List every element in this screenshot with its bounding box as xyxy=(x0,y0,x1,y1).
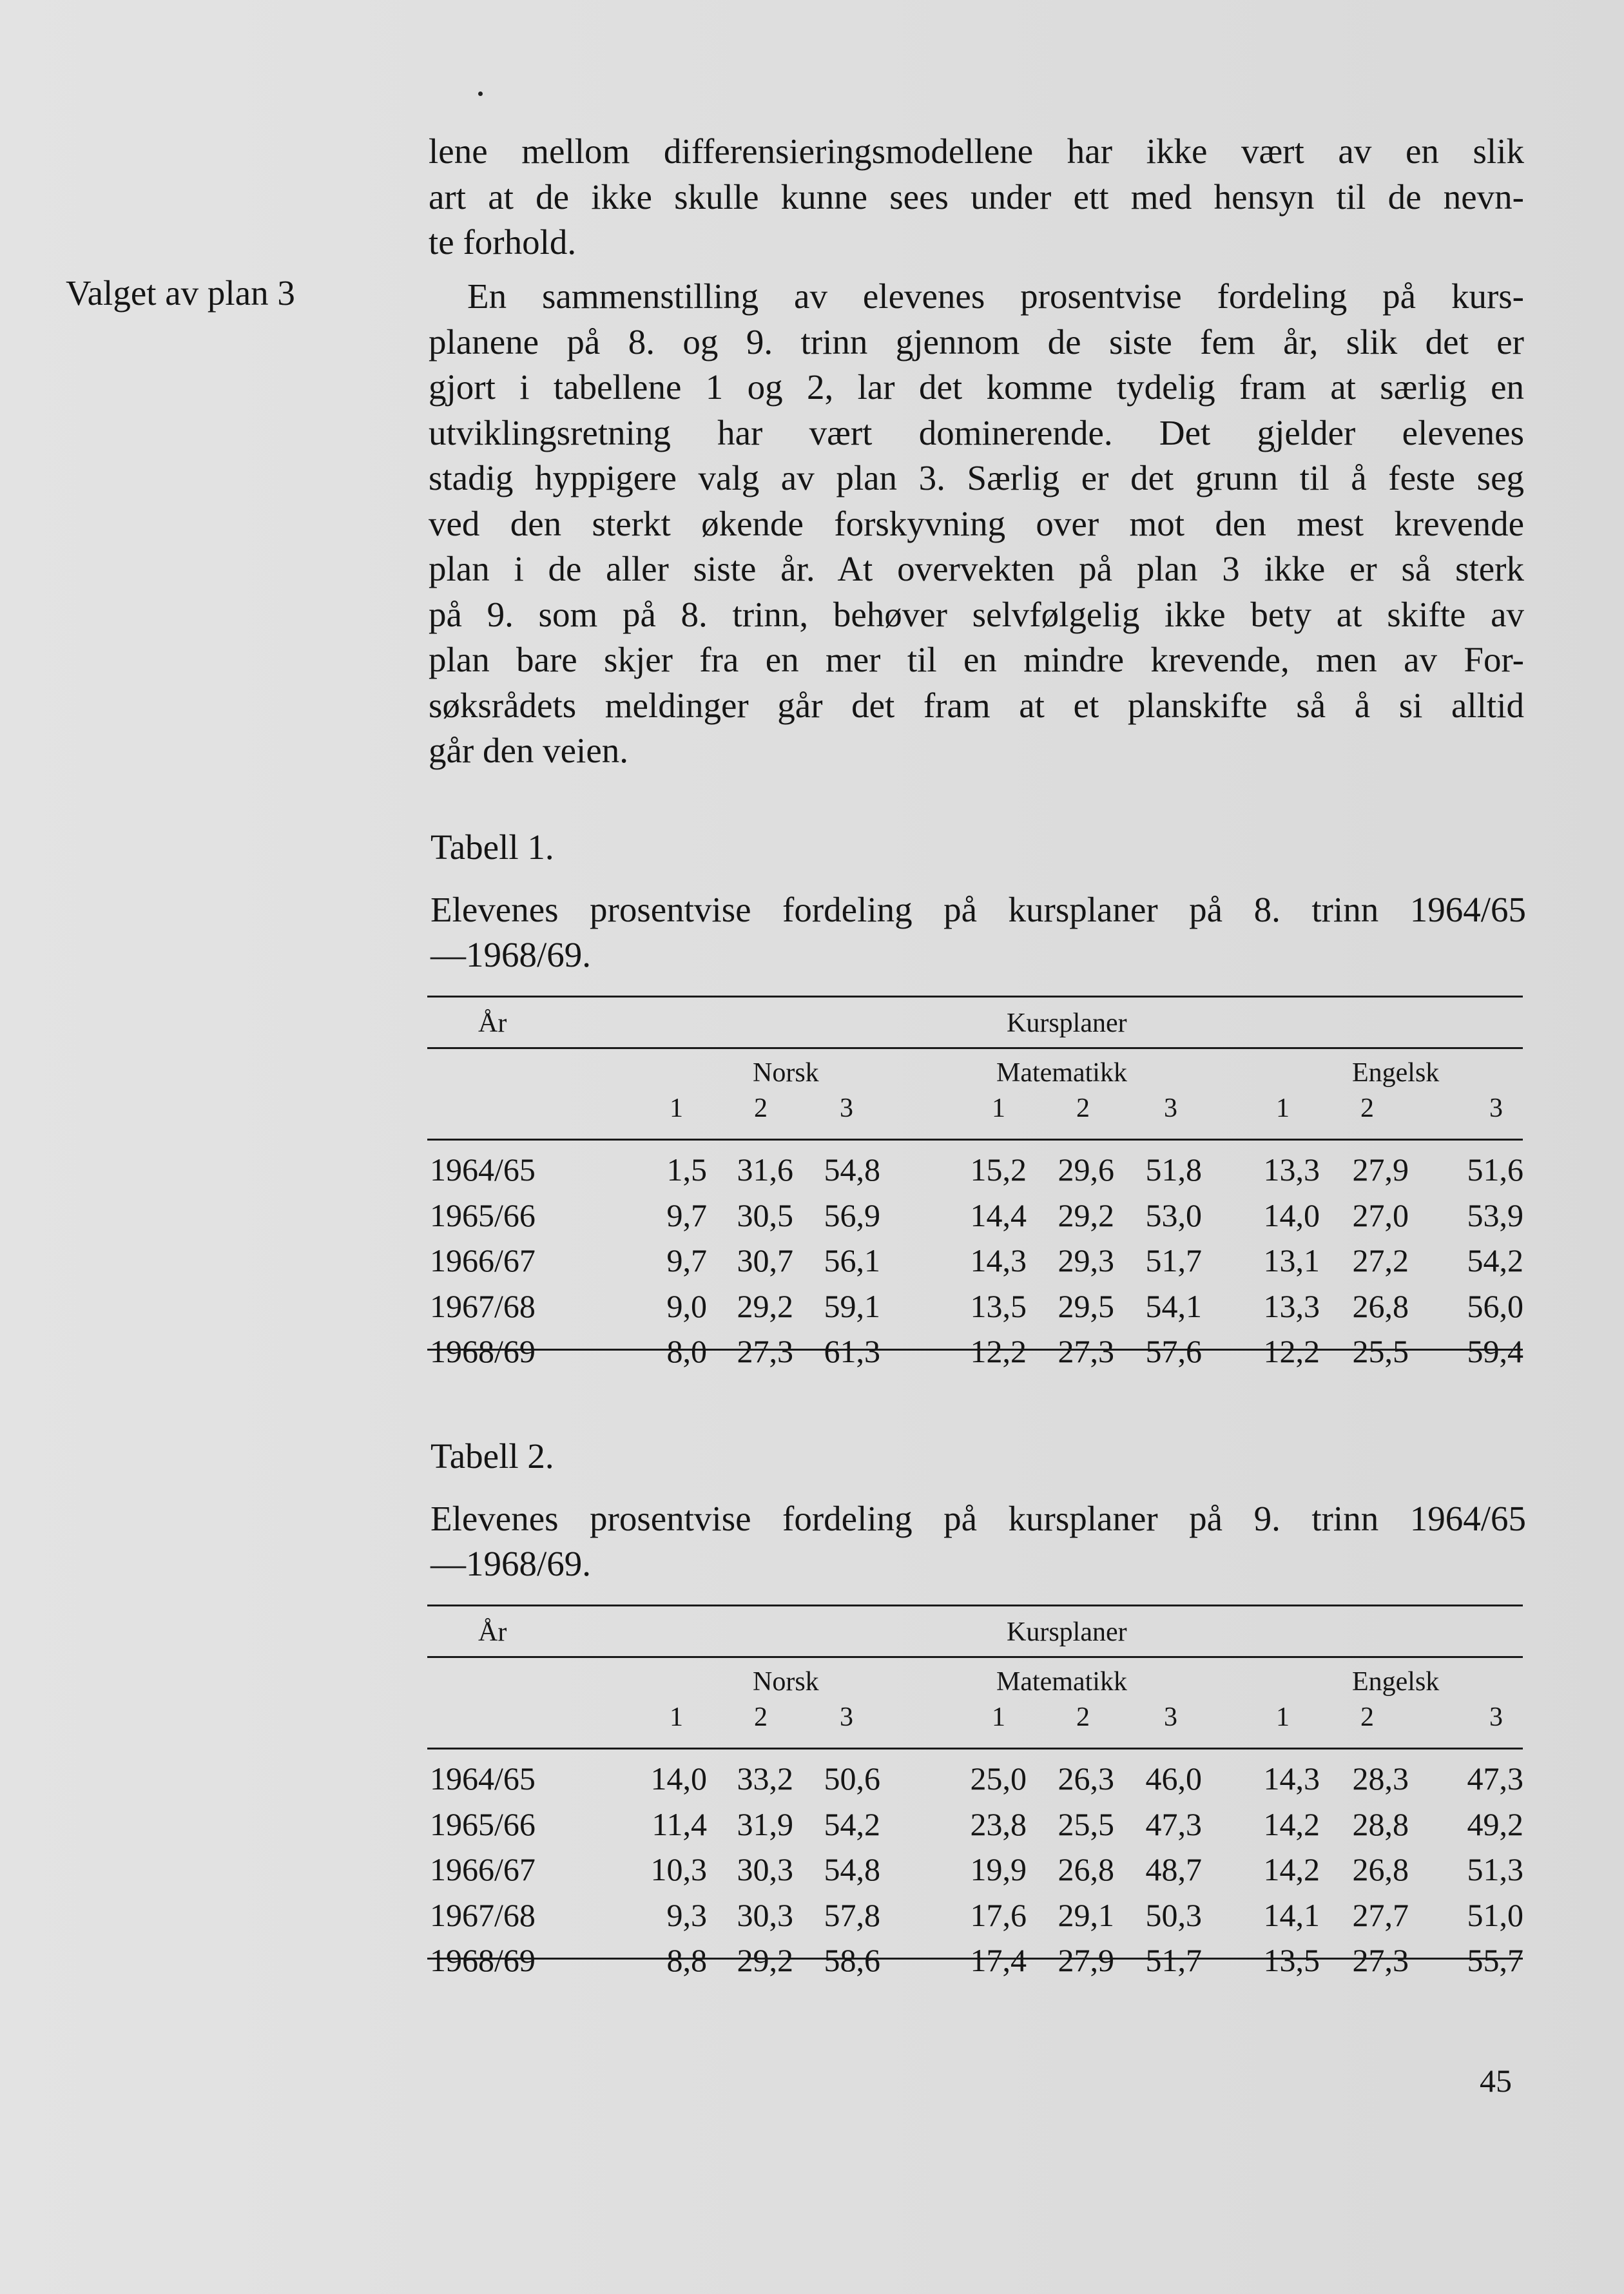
table-cell-value: 54,2 xyxy=(824,1806,880,1842)
table-header-rule xyxy=(427,1656,1523,1658)
table-cell-value: 50,3 xyxy=(1145,1896,1202,1933)
table-cell-value: 14,2 xyxy=(1263,1806,1320,1842)
table-cell-value: 27,9 xyxy=(1352,1152,1409,1188)
table-cell-value: 13,5 xyxy=(1263,1942,1320,1978)
table-cell-value: 15,2 xyxy=(970,1152,1027,1188)
table-cell-value: 54,1 xyxy=(1145,1287,1202,1324)
table-2-caption xyxy=(430,1434,1526,1586)
plan-number: 2 xyxy=(754,1094,768,1123)
table-cell-value: 25,5 xyxy=(1058,1806,1114,1842)
plan-number: 1 xyxy=(992,1094,1005,1123)
table-cell-value: 51,7 xyxy=(1145,1942,1202,1978)
table-cell-value: 8,0 xyxy=(666,1333,707,1369)
row-year: 1964/65 xyxy=(430,1760,536,1797)
plan-number: 3 xyxy=(840,1094,853,1123)
table-cell-value: 14,4 xyxy=(970,1197,1027,1233)
table-cell-value: 57,6 xyxy=(1145,1333,1202,1369)
paragraph-1 xyxy=(429,129,1524,265)
text-line: gjort i tabellene 1 og 2, lar det komme tydelig fram at særlig en xyxy=(429,367,1524,407)
table-cell-value: 26,8 xyxy=(1058,1851,1114,1887)
text-line: En sammenstilling av elevenes prosentvise fordeling på kurs- xyxy=(467,276,1524,316)
plan-number: 1 xyxy=(1276,1094,1290,1123)
row-year: 1966/67 xyxy=(430,1851,536,1887)
table-cell-value: 54,8 xyxy=(824,1851,880,1887)
table-cell-value: 58,6 xyxy=(824,1942,880,1978)
table-cell-value: 53,9 xyxy=(1467,1197,1523,1233)
text-line: planene på 8. og 9. trinn gjennom de siste fem år, slik det er xyxy=(429,322,1524,361)
caption-line: —1968/69. xyxy=(430,1544,592,1583)
table-cell-value: 27,3 xyxy=(737,1333,793,1369)
row-year: 1968/69 xyxy=(430,1333,536,1369)
plan-number: 2 xyxy=(1076,1094,1090,1123)
plan-number: 1 xyxy=(670,1702,683,1732)
table-cell-value: 30,7 xyxy=(737,1242,793,1278)
table-cell-value: 49,2 xyxy=(1467,1806,1523,1842)
table-cell-value: 27,0 xyxy=(1352,1197,1409,1233)
plan-number: 1 xyxy=(1276,1702,1290,1732)
table-cell-value: 59,4 xyxy=(1467,1333,1523,1369)
table-1-label: Tabell 1. xyxy=(430,827,554,867)
row-year: 1967/68 xyxy=(430,1287,536,1324)
table-cell-value: 50,6 xyxy=(824,1760,880,1797)
caption-line: Elevenes prosentvise fordeling på kursplaner på 8. trinn 1964/65 xyxy=(430,890,1526,929)
text-line: lene mellom differensieringsmodellene har ikke vært av en slik xyxy=(429,131,1524,171)
table-cell-value: 46,0 xyxy=(1145,1760,1202,1797)
table-cell-value: 12,2 xyxy=(970,1333,1027,1369)
table-cell-value: 13,5 xyxy=(970,1287,1027,1324)
caption-line: Elevenes prosentvise fordeling på kursplaner på 9. trinn 1964/65 xyxy=(430,1499,1526,1538)
table-cell-value: 14,3 xyxy=(1263,1760,1320,1797)
caption-line: —1968/69. xyxy=(430,935,592,974)
table-1-caption xyxy=(430,825,1526,978)
plan-number: 1 xyxy=(992,1702,1005,1732)
table-cell-value: 14,1 xyxy=(1263,1896,1320,1933)
table-cell-value: 30,5 xyxy=(737,1197,793,1233)
table-subheader-rule xyxy=(427,1139,1523,1141)
text-line: plan i de aller siste år. At overvekten på plan 3 ikke er så sterk xyxy=(429,549,1524,588)
table-cell-value: 31,9 xyxy=(737,1806,793,1842)
text-line: går den veien. xyxy=(429,731,628,770)
table-cell-value: 26,3 xyxy=(1058,1760,1114,1797)
table-header-rule xyxy=(427,1047,1523,1049)
table-subheader-rule xyxy=(427,1748,1523,1749)
table-cell-value: 9,0 xyxy=(666,1287,707,1324)
text-line: utviklingsretning har vært dominerende. Det gjelder elevenes xyxy=(429,412,1524,452)
plan-number: 3 xyxy=(1164,1702,1177,1732)
text-line: på 9. som på 8. trinn, behøver selvfølgelig ikke bety at skifte av xyxy=(429,594,1524,634)
text-line: ved den sterkt økende forskyvning over mot den mest krevende xyxy=(429,503,1524,543)
row-year: 1967/68 xyxy=(430,1896,536,1933)
table-2-label: Tabell 2. xyxy=(430,1436,554,1476)
table-cell-value: 27,9 xyxy=(1058,1942,1114,1978)
margin-note: Valget av plan 3 xyxy=(66,273,295,313)
plan-number: 3 xyxy=(840,1702,853,1732)
kursplaner-header: Kursplaner xyxy=(1007,1617,1127,1647)
table-cell-value: 54,2 xyxy=(1467,1242,1523,1278)
table-cell-value: 28,8 xyxy=(1352,1806,1409,1842)
table-cell-value: 51,3 xyxy=(1467,1851,1523,1887)
plan-number: 3 xyxy=(1489,1094,1503,1123)
paragraph-2 xyxy=(429,274,1524,774)
table-cell-value: 30,3 xyxy=(737,1896,793,1933)
table-cell-value: 1,5 xyxy=(666,1152,707,1188)
table-cell-value: 47,3 xyxy=(1467,1760,1523,1797)
table-cell-value: 13,3 xyxy=(1263,1152,1320,1188)
table-cell-value: 8,8 xyxy=(666,1942,707,1978)
year-column-header: År xyxy=(478,1617,507,1647)
plan-number: 2 xyxy=(1360,1702,1374,1732)
text-line: plan bare skjer fra en mer til en mindre krevende, men av For- xyxy=(429,640,1524,679)
table-cell-value: 55,7 xyxy=(1467,1942,1523,1978)
table-cell-value: 51,7 xyxy=(1145,1242,1202,1278)
row-year: 1968/69 xyxy=(430,1942,536,1978)
table-cell-value: 48,7 xyxy=(1145,1851,1202,1887)
engelsk-header: Engelsk xyxy=(1352,1058,1440,1088)
plan-number: 3 xyxy=(1164,1094,1177,1123)
table-cell-value: 9,7 xyxy=(666,1197,707,1233)
table-cell-value: 25,0 xyxy=(970,1760,1027,1797)
row-year: 1965/66 xyxy=(430,1197,536,1233)
table-cell-value: 9,7 xyxy=(666,1242,707,1278)
norsk-header: Norsk xyxy=(753,1667,819,1697)
table-cell-value: 14,0 xyxy=(1263,1197,1320,1233)
table-cell-value: 29,6 xyxy=(1058,1152,1114,1188)
table-cell-value: 27,2 xyxy=(1352,1242,1409,1278)
plan-number: 2 xyxy=(754,1702,768,1732)
table-cell-value: 13,3 xyxy=(1263,1287,1320,1324)
page-number: 45 xyxy=(1480,2063,1512,2099)
table-cell-value: 59,1 xyxy=(824,1287,880,1324)
table-cell-value: 11,4 xyxy=(652,1806,707,1842)
table-cell-value: 30,3 xyxy=(737,1851,793,1887)
plan-number: 3 xyxy=(1489,1702,1503,1732)
table-cell-value: 27,3 xyxy=(1352,1942,1409,1978)
table-cell-value: 29,2 xyxy=(737,1287,793,1324)
table-cell-value: 29,5 xyxy=(1058,1287,1114,1324)
table-cell-value: 57,8 xyxy=(824,1896,880,1933)
table-cell-value: 27,3 xyxy=(1058,1333,1114,1369)
table-cell-value: 29,2 xyxy=(737,1942,793,1978)
table-cell-value: 9,3 xyxy=(666,1896,707,1933)
row-year: 1965/66 xyxy=(430,1806,536,1842)
table-cell-value: 51,8 xyxy=(1145,1152,1202,1188)
table-cell-value: 10,3 xyxy=(650,1851,707,1887)
table-cell-value: 56,1 xyxy=(824,1242,880,1278)
table-cell-value: 53,0 xyxy=(1145,1197,1202,1233)
table-top-rule xyxy=(427,996,1523,998)
table-cell-value: 17,6 xyxy=(970,1896,1027,1933)
matematikk-header: Matematikk xyxy=(996,1058,1127,1088)
table-cell-value: 56,0 xyxy=(1467,1287,1523,1324)
table-cell-value: 12,2 xyxy=(1263,1333,1320,1369)
table-cell-value: 51,6 xyxy=(1467,1152,1523,1188)
row-year: 1966/67 xyxy=(430,1242,536,1278)
table-cell-value: 19,9 xyxy=(970,1851,1027,1887)
table-cell-value: 14,0 xyxy=(650,1760,707,1797)
plan-number: 2 xyxy=(1360,1094,1374,1123)
kursplaner-header: Kursplaner xyxy=(1007,1008,1127,1038)
plan-number: 1 xyxy=(670,1094,683,1123)
year-column-header: År xyxy=(478,1008,507,1038)
row-year: 1964/65 xyxy=(430,1152,536,1188)
table-cell-value: 29,1 xyxy=(1058,1896,1114,1933)
table-cell-value: 26,8 xyxy=(1352,1287,1409,1324)
norsk-header: Norsk xyxy=(753,1058,819,1088)
text-line: stadig hyppigere valg av plan 3. Særlig er det grunn til å feste seg xyxy=(429,458,1524,497)
matematikk-header: Matematikk xyxy=(996,1667,1127,1697)
table-cell-value: 33,2 xyxy=(737,1760,793,1797)
table-cell-value: 56,9 xyxy=(824,1197,880,1233)
table-cell-value: 23,8 xyxy=(970,1806,1027,1842)
table-cell-value: 51,0 xyxy=(1467,1896,1523,1933)
table-top-rule xyxy=(427,1605,1523,1606)
text-line: søksrådets meldinger går det fram at et planskifte så å si alltid xyxy=(429,685,1524,725)
engelsk-header: Engelsk xyxy=(1352,1667,1440,1697)
table-cell-value: 28,3 xyxy=(1352,1760,1409,1797)
table-cell-value: 25,5 xyxy=(1352,1333,1409,1369)
text-line: te forhold. xyxy=(429,222,577,262)
table-cell-value: 13,1 xyxy=(1263,1242,1320,1278)
table-cell-value: 29,2 xyxy=(1058,1197,1114,1233)
table-cell-value: 26,8 xyxy=(1352,1851,1409,1887)
table-cell-value: 27,7 xyxy=(1352,1896,1409,1933)
table-cell-value: 17,4 xyxy=(970,1942,1027,1978)
plan-number: 2 xyxy=(1076,1702,1090,1732)
table-cell-value: 14,3 xyxy=(970,1242,1027,1278)
table-cell-value: 31,6 xyxy=(737,1152,793,1188)
table-cell-value: 47,3 xyxy=(1145,1806,1202,1842)
table-cell-value: 61,3 xyxy=(824,1333,880,1369)
print-dot xyxy=(478,92,483,96)
table-cell-value: 14,2 xyxy=(1263,1851,1320,1887)
table-cell-value: 54,8 xyxy=(824,1152,880,1188)
table-cell-value: 29,3 xyxy=(1058,1242,1114,1278)
text-line: art at de ikke skulle kunne sees under ett med hensyn til de nevn- xyxy=(429,177,1524,217)
